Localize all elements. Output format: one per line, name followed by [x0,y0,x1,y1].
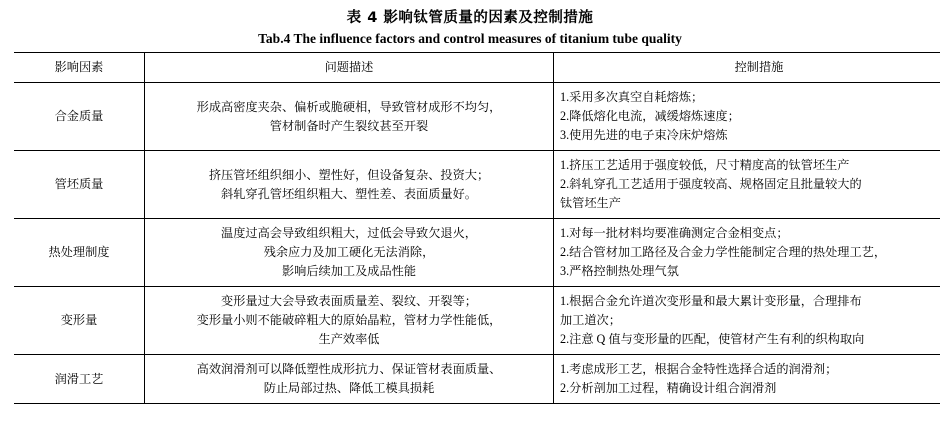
table-header [14,53,940,83]
text-line: 温度过高会导致组织粗大，过低会导致欠退火， [221,226,477,240]
text-line: 1.采用多次真空自耗熔炼； [560,90,704,104]
cell-problem [145,287,554,355]
column-header-problem: 问题描述 [145,53,554,83]
text-line: 1.挤压工艺适用于强度较低，尺寸精度高的钛管坯生产 [560,158,850,172]
cell-factor: 变形量 [14,287,145,355]
column-header-measures: 控制措施 [554,53,940,83]
text-line: 变形量过大会导致表面质量差、裂纹、开裂等； [221,294,477,308]
table-body [14,83,940,404]
text-line: 高效润滑剂可以降低塑性成形抗力、保证管材表面质量、 [196,362,502,376]
text-line: 1.根据合金允许道次变形量和最大累计变形量，合理排布 [560,294,862,308]
text-line: 变形量小则不能破碎粗大的原始晶粒，管材力学性能低， [196,313,502,327]
cell-factor: 合金质量 [14,83,145,151]
table-title-cn: 表 4 影响钛管质量的因素及控制措施 [346,10,594,26]
table-row [14,355,940,404]
text-line: 残余应力及加工硬化无法消除， [263,245,435,259]
cell-problem [145,151,554,219]
text-line: 形成高密度夹杂、偏析或脆硬相，导致管材成形不均匀， [196,99,502,114]
cell-measures [554,287,940,355]
text-line: 防止局部过热、降低工模具损耗 [263,381,435,395]
text-line: 1.对每一批材料均要准确测定合金相变点； [560,226,789,240]
table-row [14,151,940,219]
text-line: 2.结合管材加工路径及合金力学性能制定合理的热处理工艺， [560,245,887,259]
text-line: 管材制备时产生裂纹甚至开裂 [269,118,429,133]
text-line: 钛管坯生产 [560,196,621,210]
cell-problem [145,355,554,404]
table-header-row [14,53,940,83]
text-line: 3.严格控制热处理气氛 [560,264,679,278]
text-line: 生产效率低 [318,332,380,346]
column-header-factor: 影响因素 [14,53,145,83]
cell-problem [145,219,554,287]
cell-measures [554,219,940,287]
cell-problem [145,83,554,151]
text-line: 2.斜轧穿孔工艺适用于强度较高、规格固定且批量较大的 [560,177,862,191]
cell-measures [554,151,940,219]
cell-factor: 润滑工艺 [14,355,145,404]
text-line: 加工道次； [560,313,621,327]
text-line: 挤压管坯组织细小、塑性好，但设备复杂、投资大； [208,167,490,182]
text-line: 影响后续加工及成品性能 [281,264,417,278]
text-line: 3.使用先进的电子束冷床炉熔炼 [560,128,728,142]
table-row [14,83,940,151]
table-row [14,219,940,287]
text-line: 1.考虑成形工艺，根据合金特性选择合适的润滑剂； [560,362,838,376]
table-row [14,287,940,355]
cell-measures [554,355,940,404]
influence-factors-table [14,52,940,404]
text-line: 2.降低熔化电流，减缓熔炼速度； [560,109,740,123]
text-line: 斜轧穿孔管坯组织粗大、塑性差、表面质量好。 [221,186,477,201]
table-title-en: Tab.4 The influence factors and control measures of titanium tube quality [258,31,682,46]
text-line: 2.注意 Q 值与变形量的匹配，使管材产生有利的织构取向 [560,332,865,346]
cell-measures [554,83,940,151]
text-line: 2.分析剖加工过程，精确设计组合润滑剂 [560,381,777,395]
cell-factor: 管坯质量 [14,151,145,219]
cell-factor: 热处理制度 [14,219,145,287]
